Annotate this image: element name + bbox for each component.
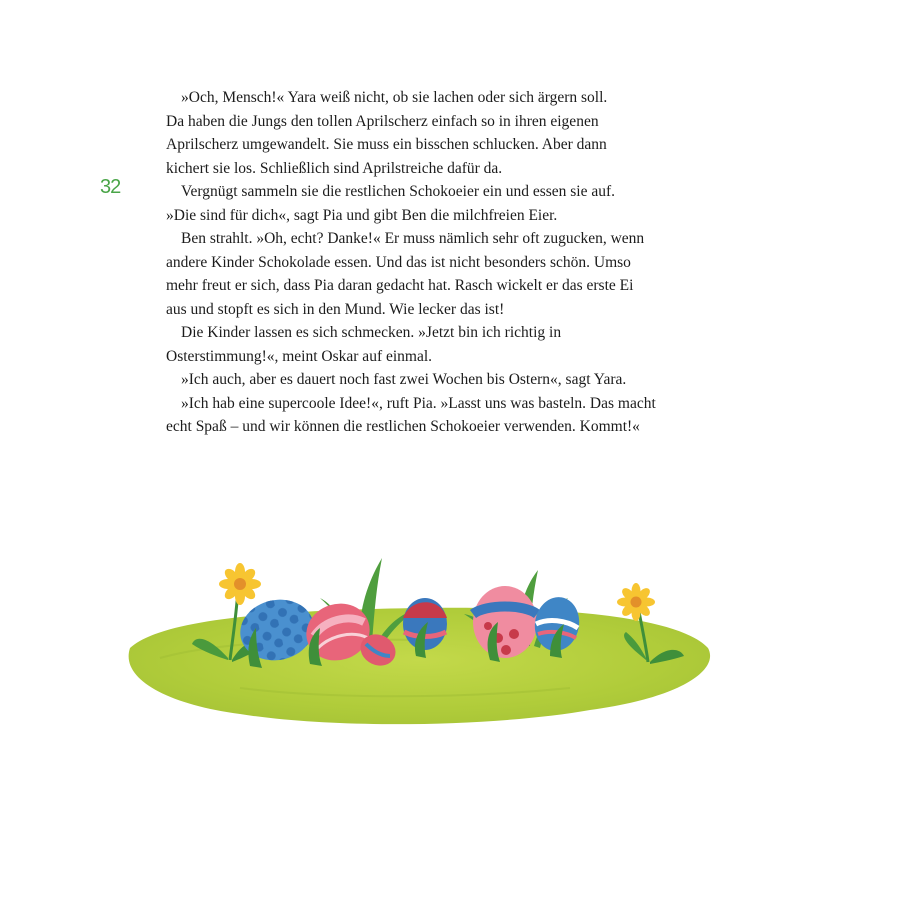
text-line: Osterstimmung!«, meint Oskar auf einmal. [166,347,433,365]
text-line: echt Spaß – und wir können die restlichen Schokoeier verwenden. Kommt!« [166,418,640,435]
text-line: Vergnügt sammeln sie die restlichen Schokoeier ein und essen sie auf. [181,183,616,200]
text-line: Da haben die Jungs den tollen Aprilscherz einfach so in ihren eigenen [166,112,599,130]
page-number: 32 [100,176,121,198]
text-line: »Ich auch, aber es dauert noch fast zwei Wochen bis Ostern«, sagt Yara. [181,371,627,388]
text-line: Aprilscherz umgewandelt. Sie muss ein bisschen schlucken. Aber dann [166,136,607,153]
easter-eggs-illustration [120,548,720,748]
text-line: mehr freut er sich, dass Pia daran gedacht hat. Rasch wickelt er das erste Ei [166,277,634,294]
easter-egg-icon [473,586,537,658]
text-line: »Die sind für dich«, sagt Pia und gibt Ben die milchfreien Eier. [166,206,558,224]
easter-meadow-image [120,548,720,748]
story-text [166,86,706,439]
text-line: »Och, Mensch!« Yara weiß nicht, ob sie lachen oder sich ärgern soll. [181,89,608,106]
text-line: Die Kinder lassen es sich schmecken. »Jetzt bin ich richtig in [181,324,562,341]
text-line: Ben strahlt. »Oh, echt? Danke!« Er muss nämlich sehr oft zugucken, wenn [181,230,645,247]
easter-egg-icon [403,598,447,650]
text-line: aus und stopft es sich in den Mund. Wie lecker das ist! [166,300,505,318]
text-line: kichert sie los. Schließlich sind Aprilstreiche dafür da. [166,159,503,177]
text-line: »Ich hab eine supercoole Idee!«, ruft Pia. »Lasst uns was basteln. Das macht [181,394,656,412]
text-line: andere Kinder Schokolade essen. Und das ist nicht besonders schön. Umso [166,253,631,271]
